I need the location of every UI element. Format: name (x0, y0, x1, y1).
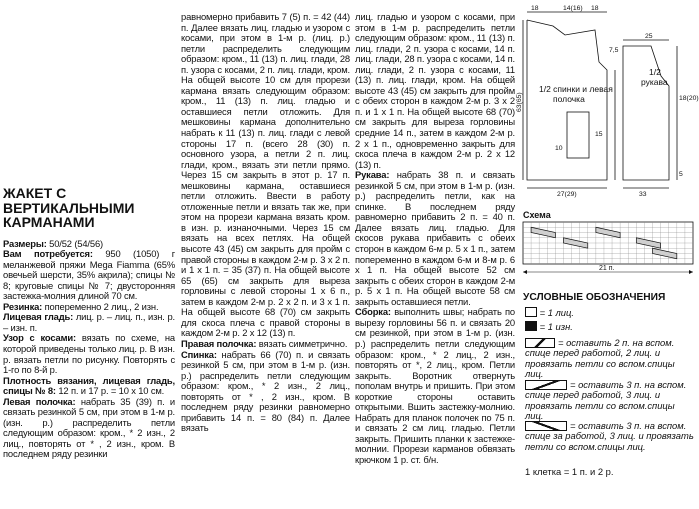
schema-title: Схема (523, 210, 551, 220)
pocket-outline (567, 112, 589, 158)
rib-label: Резинка: (3, 300, 43, 312)
cable-label: Узор с косами: (3, 332, 76, 344)
cable-value: вязать по схеме, на которой приведены только лиц. р. В изн. р. вязать петли по рисунку. Повторять с 1-го по 8-й р. (3, 332, 175, 376)
legend-cable-2 (525, 338, 695, 380)
schema-repeat-label: 21 п. (599, 265, 615, 272)
gauge-paragraph (3, 376, 175, 397)
sizes-label: Размеры: (3, 237, 47, 249)
materials-value: 950 (1050) г меланжевой пряжи Mega Fiamma (65% овечьей шерсти, 35% акрила); спицы № 8; круговые спицы № 7; двусторонняя застежка-молния длиной 70 см. (3, 248, 176, 302)
back-value: набрать 66 (70) п. и связать резинкой 5 см, при этом в 1-м р. (изн. р.) распределить петли следующим образом: кром., * 2 изн., 2 лиц., повторять от * , 2 изн., кром. В последнем ряду резинки равномерно прибавить 14 п. = 80 (84) п. Далее вязать (181, 348, 350, 434)
pattern-title: ЖАКЕТ С ВЕРТИКАЛЬНЫМИ КАРМАНАМИ (3, 185, 135, 230)
materials-label: Вам потребуется: (3, 248, 93, 260)
dim-10: 10 (555, 145, 563, 152)
knit-symbol-icon (525, 307, 537, 317)
back-front-label-2: полочка (553, 94, 585, 104)
left-front-value: набрать 35 (39) п. и связать резинкой 5 см, при этом в 1-м р. (изн. р.) распределить петли следующим образом: кром., * 2 изн., 2 лиц., повторять от * , 2 изн., кром. В последнем ряду резинки (3, 395, 175, 460)
right-front-label: Правая полочка: (181, 337, 257, 349)
sleeve-value: набрать 38 п. и связать резинкой 5 см, при этом в 1-м р. (изн. р.) распределить петли, как на спинке. В последнем ряду равномерно прибавить 2 п. = 40 п. Далее вязать лиц. гладью. Для скосов рукава прибавить с обеих сторон в каждом 6-м р. 5 х 1 п., затем попеременно в каждом 6-м и 8-м р. 6 х 1 п. На общей высоте 52 см закрыть с обеих сторон в каждом 2-м р. 5 х 1 п. На общей высоте 58 см закрыть оставшиеся петли. (355, 169, 515, 307)
legend-knit-text: = 1 лиц. (539, 307, 574, 318)
dim-top-neck: 14(16) (563, 5, 583, 12)
sleeve-label: Рукава: (355, 169, 390, 181)
rib-value: попеременно 2 лиц., 2 изн. (42, 300, 159, 312)
legend-purl (525, 321, 573, 332)
text-column-2 (181, 12, 350, 434)
stockinette-label: Лицевая гладь: (3, 311, 74, 323)
dim-27-29: 27(29) (557, 191, 577, 198)
legend-cable-2-text: = оставить 2 п. на вспом. спице перед работой, 2 лиц. и провязать петли со вспом.спицы лиц. (525, 337, 675, 380)
text-column-3 (355, 12, 515, 466)
stockinette-value: лиц. р. – лиц. п., изн. р. – изн. п. (3, 311, 176, 333)
sleeve-outline (623, 46, 669, 180)
sleeve-label-1: 1/2 (649, 67, 661, 77)
gauge-value: 12 п. и 17 р. = 10 х 10 см. (55, 385, 165, 397)
dim-33: 33 (639, 191, 647, 198)
legend-purl-text: = 1 изн. (539, 321, 573, 332)
purl-symbol-icon (525, 321, 537, 331)
legend-cable-3-back (525, 421, 695, 452)
dim-15: 15 (595, 131, 603, 138)
cable-paragraph (3, 333, 175, 375)
back-label: Спинка: (181, 348, 217, 360)
legend-note: 1 клетка = 1 п. и 2 р. (525, 466, 614, 477)
dim-18-20: 18(20) (679, 95, 699, 102)
legend-cable-3-front (525, 380, 695, 422)
diagrams-column (516, 0, 699, 509)
left-front-paragraph (3, 397, 175, 460)
legend-knit (525, 307, 574, 318)
back-front-label-1: 1/2 спинки и левая (539, 84, 613, 94)
right-front-value: вязать симметрично. (256, 337, 348, 349)
assembly-value: выполнить швы; набрать по вырезу горловины 56 п. и связать 20 см резинкой, при этом в 1-м р. (изн. р.) распределить петли следующим образом: кром., * 2 лиц., 2 изн., повторять от *, 2 лиц., кром. Петли закрыть. Воротник отвернуть пополам внутрь и пришить. При этом короткие стороны оставить открытыми. Вшить застежку-молнию. Набрать для планок полочек по 75 п. и связать 2 см лиц. гладью. Петли закрыть. Пришить планки к застежке-молнии. Прорези карманов обвязать крючком 1 р. ст. б/н. (355, 306, 515, 465)
assembly-paragraph (355, 307, 515, 465)
gauge-label: Плотность вязания, лицевая гладь, спицы № 8: (3, 374, 175, 397)
sleeve-label-2: рукава (641, 77, 668, 87)
assembly-label: Сборка: (355, 306, 391, 318)
left-front-label: Левая полочка: (3, 395, 76, 407)
legend-cable-3-back-text: = оставить 3 п. на вспом. спице за работой, 3 лиц. и провязать петли со вспом.спицы лиц. (525, 420, 694, 452)
dim-25: 25 (645, 33, 653, 40)
back-paragraph (181, 350, 350, 434)
text-column-1 (3, 186, 175, 460)
sizes-value: 50/52 (54/56) (46, 237, 103, 249)
sleeve-paragraph (355, 170, 515, 307)
back-continued: лиц. гладью и узором с косами, при этом в 1-м р. распределить петли следующим образом: кром., 11 (13) п. лиц. глади, 2 п. узора с косами, 14 п. лиц. глади, 28 п. узора с косами, 14 п. лиц. глади, 2 п. узора с косами, 11 (13) п. лиц. глади, кром. На общей высоте 43 (45) см закрыть для пройм с обеих сторон в каждом 2-м р. 3 х 2 п. и 1 х 1 п. На общей высоте 68 (70) см закрыть для выреза горловины средние 14 п., затем в каждом 2-м р. 2 х 1 п., одновременно закрыть для скоса плеча в каждом 2-м р. 2 х 12 (13) п. (355, 11, 515, 170)
dim-5: 5 (679, 171, 683, 178)
dim-top-18-right: 18 (591, 5, 599, 12)
stockinette-paragraph (3, 312, 175, 333)
left-front-continued: равномерно прибавить 7 (5) п. = 42 (44) п. Далее вязать лиц. гладью и узором с косами, при этом в 1-м р. (лиц. р.) петли распределить следующим образом: кром., 11 (13) п. лиц. глади, 28 п. узора с косами, 2 п. лиц. глади, кром. На общей высоте 10 см для прорези кармана вязать следующим образом: кром., 11 (13) п. лиц. гладью и оставшиеся петли отложить. Для мешковины кармана дополнительно набрать к 11 (13) п. лиц. глади с левой стороны 17 п. (всего 28 (30) п. основного узора, а петли 2 п. лиц. глади, кром., вязать эти петли прямо. Через 15 см закрыть в этот р. 17 п. мешковины кармана, оставшиеся петли отложить. Ввести в работу отложенные петли и вязать так же, при этом на прорези кармана вязать кром. в изн. р. изнаночными. Через 15 см вязать на всех петлях. На общей высоте 43 (45) см закрыть для пройм с правой стороны в каждом 2-м р. 3 х 2 п. и 1 х 1 п. = 35 (37) п. На общей высоте 65 (65) см закрыть для выреза горловины с левой стороны 1 х 6 п., затем в каждом 2-м р. 2 х 2 п. и 3 х 1 п. На общей высоте 68 (70) см закрыть для скоса плеча с правой стороны в каждом 2-м р. 2 х 12 (13) п. (181, 11, 350, 339)
legend-cable-3-front-text: = оставить 3 п. на вспом. спице перед работой, 3 лиц. и провязать петли со вспом.спицы лиц. (525, 379, 687, 422)
materials-paragraph (3, 249, 175, 302)
dim-left-height: 63(65) (516, 92, 523, 112)
dim-7-5: 7,5 (609, 47, 619, 54)
dim-top-18-left: 18 (531, 5, 539, 12)
legend-title: УСЛОВНЫЕ ОБОЗНАЧЕНИЯ (523, 292, 666, 303)
